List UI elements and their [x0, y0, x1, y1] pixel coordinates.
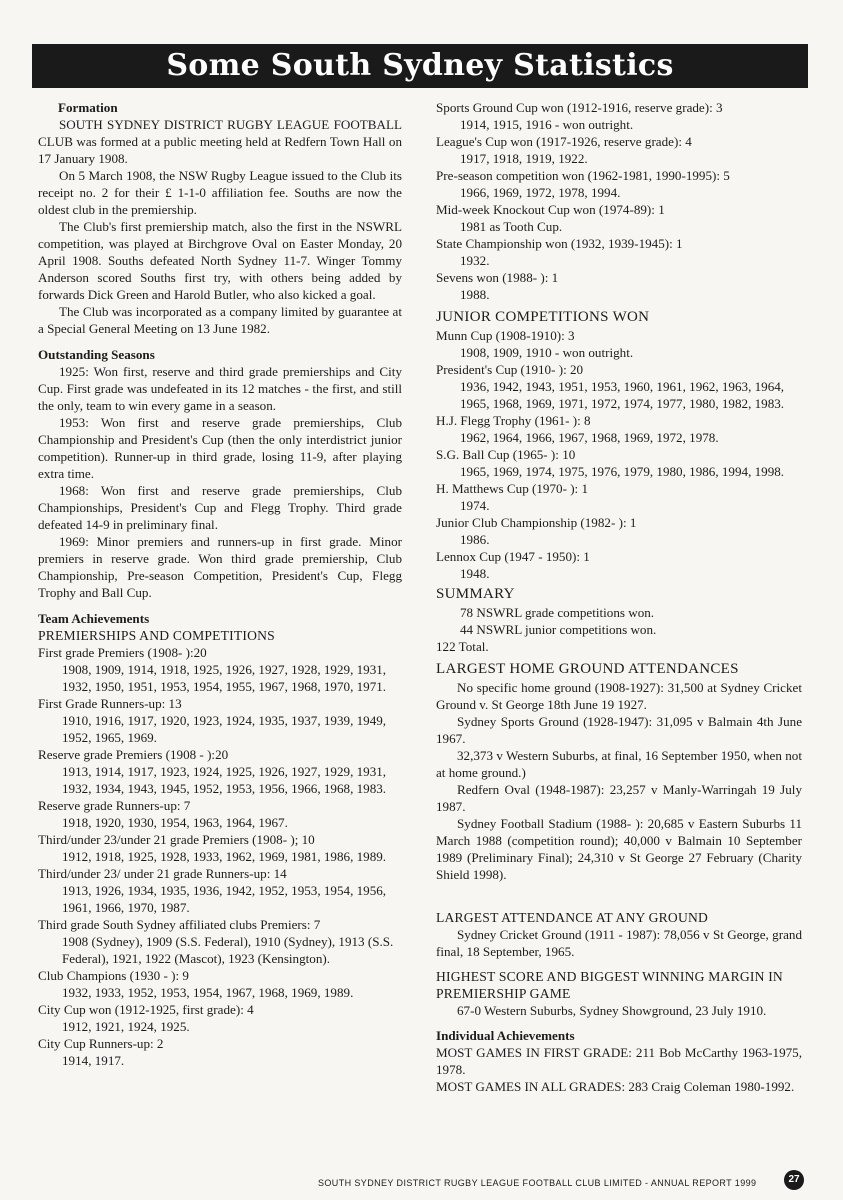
junior-years: 1986.	[460, 532, 490, 547]
achievement-label: Third grade South Sydney affiliated clubs Premiers: 7	[38, 917, 321, 932]
achievement-years: 1918, 1920, 1930, 1954, 1963, 1964, 1967.	[62, 815, 288, 830]
junior-competitions-list	[436, 327, 802, 582]
page-footer: SOUTH SYDNEY DISTRICT RUGBY LEAGUE FOOTBALL CLUB LIMITED - ANNUAL REPORT 1999	[318, 1178, 757, 1188]
junior-years: 1965, 1969, 1974, 1975, 1976, 1979, 1980, 1986, 1994, 1998.	[460, 464, 785, 479]
attendance-paragraph: Sydney Sports Ground (1928-1947): 31,095 v Balmain 4th June 1967.	[436, 714, 802, 746]
cup-years: 1988.	[460, 287, 490, 302]
cup-label: Pre-season competition won (1962-1981, 1990-1995): 5	[436, 168, 730, 183]
junior-years: 1908, 1909, 1910 - won outright.	[460, 345, 634, 360]
team-achievements-heading: Team Achievements	[38, 611, 150, 626]
junior-label: Munn Cup (1908-1910): 3	[436, 328, 575, 343]
formation-paragraph: SOUTH SYDNEY DISTRICT RUGBY LEAGUE FOOTBALL CLUB was formed at a public meeting held at Redfern Town Hall on 17 January 1908.	[38, 117, 402, 166]
individual-line: MOST GAMES IN FIRST GRADE: 211 Bob McCarthy 1963-1975, 1978.	[436, 1045, 802, 1077]
cup-years: 1981 as Tooth Cup.	[460, 219, 563, 234]
individual-line: MOST GAMES IN ALL GRADES: 283 Craig Coleman 1980-1992.	[436, 1079, 795, 1094]
achievement-label: Reserve grade Premiers (1908 - ):20	[38, 747, 229, 762]
achievement-years: 1908, 1909, 1914, 1918, 1925, 1926, 1927, 1928, 1929, 1931, 1932, 1950, 1951, 1953, 1954, 1955, 1967, 1968, 1970, 1971.	[62, 662, 387, 694]
cup-years: 1914, 1915, 1916 - won outright.	[460, 117, 634, 132]
achievement-years: 1908 (Sydney), 1909 (S.S. Federal), 1910 (Sydney), 1913 (S.S. Federal), 1921, 1922 (Mascot), 1923 (Kensington).	[62, 934, 394, 966]
formation-heading: Formation	[58, 100, 118, 115]
right-column	[436, 99, 802, 1095]
outstanding-seasons-heading: Outstanding Seasons	[38, 347, 155, 362]
individual-achievements-heading: Individual Achievements	[436, 1028, 575, 1043]
summary-total: 122 Total.	[436, 639, 489, 654]
season-paragraph: 1925: Won first, reserve and third grade premierships and City Cup. First grade was undefeated in its 12 matches - the first, and still the only, team to win every game in a season.	[38, 364, 402, 413]
cup-label: Sports Ground Cup won (1912-1916, reserve grade): 3	[436, 100, 723, 115]
achievement-label: Third/under 23/under 21 grade Premiers (1908- ); 10	[38, 832, 315, 847]
achievement-label: First Grade Runners-up: 13	[38, 696, 182, 711]
summary-heading: SUMMARY	[436, 586, 515, 602]
achievement-years: 1912, 1921, 1924, 1925.	[62, 1019, 190, 1034]
junior-years: 1948.	[460, 566, 490, 581]
senior-cups-list	[436, 99, 802, 303]
season-paragraph: 1968: Won first and reserve grade premierships, Club Championships, President's Cup and Flegg Trophy. Third grade defeated 14-9 in preliminary final.	[38, 483, 402, 532]
page-number-badge: 27	[784, 1170, 804, 1190]
junior-label: Junior Club Championship (1982- ): 1	[436, 515, 637, 530]
left-column	[38, 99, 402, 1069]
page-title: Some South Sydney Statistics	[32, 44, 808, 88]
achievement-label: First grade Premiers (1908- ):20	[38, 645, 207, 660]
team-achievements-list	[38, 644, 402, 1069]
cup-years: 1932.	[460, 253, 490, 268]
cup-label: League's Cup won (1917-1926, reserve grade): 4	[436, 134, 692, 149]
achievement-years: 1910, 1916, 1917, 1920, 1923, 1924, 1935, 1937, 1939, 1949, 1952, 1965, 1969.	[62, 713, 387, 745]
achievement-years: 1913, 1914, 1917, 1923, 1924, 1925, 1926, 1927, 1929, 1931, 1932, 1934, 1943, 1945, 1952, 1953, 1956, 1966, 1968, 1983.	[62, 764, 387, 796]
highest-score-heading: HIGHEST SCORE AND BIGGEST WINNING MARGIN IN PREMIERSHIP GAME	[436, 969, 783, 1001]
highest-score-paragraph: 67-0 Western Suburbs, Sydney Showground, 23 July 1910.	[457, 1003, 767, 1018]
achievement-years: 1914, 1917.	[62, 1053, 125, 1068]
achievement-label: Third/under 23/ under 21 grade Runners-up: 14	[38, 866, 287, 881]
premierships-subheading: PREMIERSHIPS AND COMPETITIONS	[38, 628, 275, 643]
junior-competitions-heading: JUNIOR COMPETITIONS WON	[436, 309, 650, 325]
achievement-label: Reserve grade Runners-up: 7	[38, 798, 191, 813]
home-attendances-heading: LARGEST HOME GROUND ATTENDANCES	[436, 661, 739, 677]
season-paragraph: 1969: Minor premiers and runners-up in first grade. Minor premiers in reserve grade. Won third grade premiership, Club Championship, Pre-season Competition, President's Cup, Flegg Trophy and Ball Cup.	[38, 534, 402, 600]
junior-label: H. Matthews Cup (1970- ): 1	[436, 481, 589, 496]
junior-years: 1936, 1942, 1943, 1951, 1953, 1960, 1961, 1962, 1963, 1964, 1965, 1968, 1969, 1971, 1972, 1974, 1977, 1980, 1982, 1983.	[460, 379, 785, 411]
attendance-paragraph: 32,373 v Western Suburbs, at final, 16 September 1950, when not at home ground.)	[436, 748, 802, 780]
attendance-paragraph: Sydney Football Stadium (1988- ): 20,685 v Eastern Suburbs 11 March 1988 (competition round); 40,000 v Balmain 10 September 1989 (Preliminary Final); 24,310 v St George 27 February (Charity Shield 1998).	[436, 816, 802, 882]
achievement-years: 1932, 1933, 1952, 1953, 1954, 1967, 1968, 1969, 1989.	[62, 985, 354, 1000]
attendance-paragraph: Redfern Oval (1948-1987): 23,257 v Manly-Warringah 19 July 1987.	[436, 782, 802, 814]
cup-label: State Championship won (1932, 1939-1945): 1	[436, 236, 683, 251]
season-paragraph: 1953: Won first and reserve grade premierships, Club Championship and President's Cup (then the only interdistrict junior competition). Runner-up in third grade, losing 11-9, after playing extra time.	[38, 415, 402, 481]
formation-paragraph: On 5 March 1908, the NSW Rugby League issued to the Club its receipt no. 2 for their £ 1-1-0 affiliation fee. Souths are now the oldest club in the premiership.	[38, 168, 402, 217]
formation-paragraph: The Club was incorporated as a company limited by guarantee at a Special General Meeting on 13 June 1982.	[38, 304, 402, 336]
achievement-label: City Cup won (1912-1925, first grade): 4	[38, 1002, 254, 1017]
junior-years: 1974.	[460, 498, 490, 513]
summary-line: 44 NSWRL junior competitions won.	[460, 622, 657, 637]
achievement-label: City Cup Runners-up: 2	[38, 1036, 164, 1051]
cup-years: 1966, 1969, 1972, 1978, 1994.	[460, 185, 621, 200]
achievement-label: Club Champions (1930 - ): 9	[38, 968, 189, 983]
cup-label: Sevens won (1988- ): 1	[436, 270, 559, 285]
junior-label: H.J. Flegg Trophy (1961- ): 8	[436, 413, 591, 428]
achievement-years: 1913, 1926, 1934, 1935, 1936, 1942, 1952, 1953, 1954, 1956, 1961, 1966, 1970, 1987.	[62, 883, 387, 915]
any-ground-heading: LARGEST ATTENDANCE AT ANY GROUND	[436, 910, 708, 925]
junior-label: President's Cup (1910- ): 20	[436, 362, 584, 377]
formation-paragraph: The Club's first premiership match, also the first in the NSWRL competition, was played at Birchgrove Oval on Easter Monday, 20 April 1908. Souths defeated North Sydney 11-7. Winger Tommy Anderson scored Souths first try, with others being added by forwards Dick Green and Harold Butler, who also kicked a goal.	[38, 219, 402, 302]
attendance-paragraph: No specific home ground (1908-1927): 31,500 at Sydney Cricket Ground v. St George 18th June 19 1927.	[436, 680, 802, 712]
junior-label: Lennox Cup (1947 - 1950): 1	[436, 549, 590, 564]
any-ground-paragraph: Sydney Cricket Ground (1911 - 1987): 78,056 v St George, grand final, 18 September, 1965.	[436, 927, 802, 959]
junior-label: S.G. Ball Cup (1965- ): 10	[436, 447, 576, 462]
junior-years: 1962, 1964, 1966, 1967, 1968, 1969, 1972, 1978.	[460, 430, 719, 445]
achievement-years: 1912, 1918, 1925, 1928, 1933, 1962, 1969, 1981, 1986, 1989.	[62, 849, 387, 864]
summary-line: 78 NSWRL grade competitions won.	[460, 605, 655, 620]
cup-years: 1917, 1918, 1919, 1922.	[460, 151, 588, 166]
cup-label: Mid-week Knockout Cup won (1974-89): 1	[436, 202, 665, 217]
